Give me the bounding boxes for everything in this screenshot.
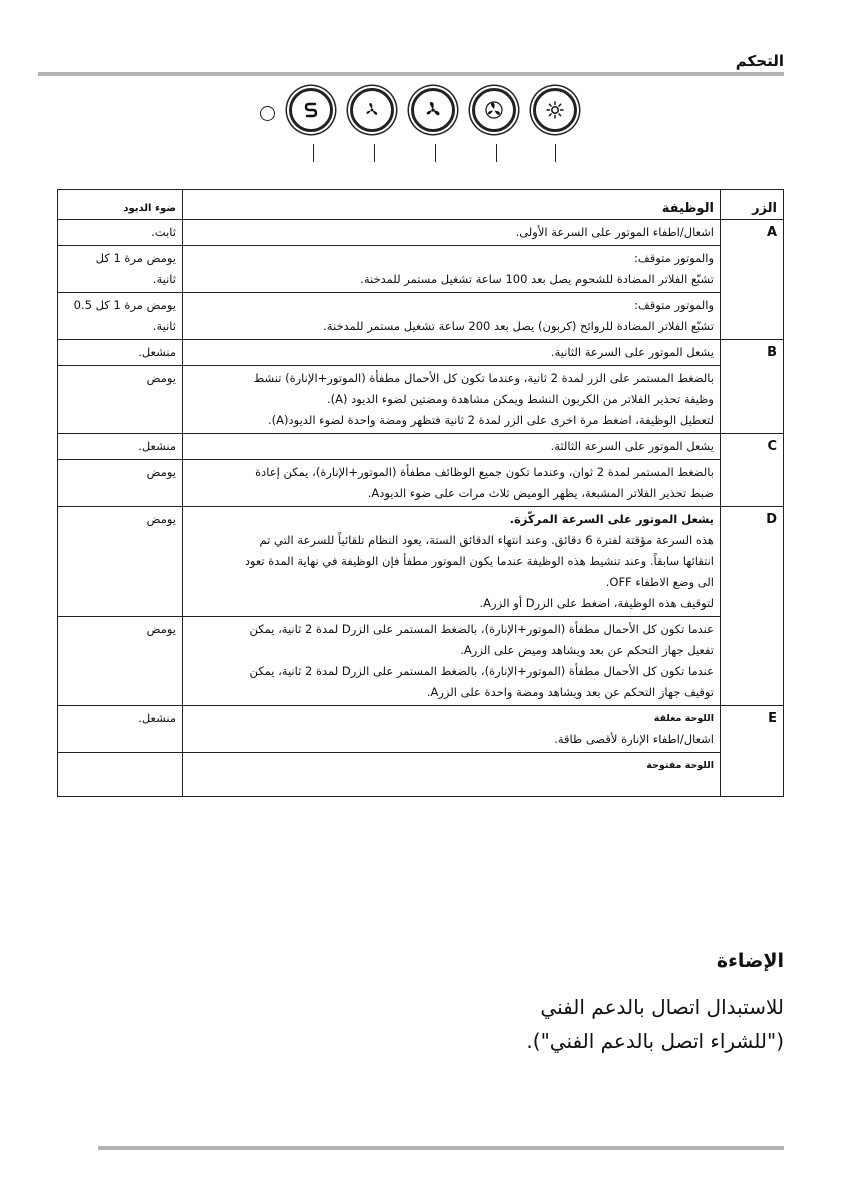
function-text: تشبّع الفلاتر المضادة للشحوم يصل بعد 100 ساعة تشغيل مستمر للمدخنة.: [360, 272, 714, 286]
function-cell: [183, 507, 721, 617]
function-text: والموتور متوقف:: [633, 298, 714, 312]
function-subheading: اللوحة مغلقة: [653, 713, 714, 724]
table-row: [58, 706, 784, 753]
fan-speed-2-button[interactable]: [411, 88, 455, 132]
callout-line: [435, 144, 436, 162]
button-key-a: A: [721, 220, 784, 340]
fan-speed-3-icon: [483, 99, 505, 121]
function-text: اشعال/اطفاء الإنارة لأقصى طاقة.: [554, 732, 714, 746]
function-cell: [183, 220, 721, 246]
function-text: وظيفة تحذير الفلاتر من الكربون النشط ويمكن مشاهدة ومضتين لضوء الديود (A).: [326, 392, 714, 406]
table-row: [58, 366, 784, 434]
led-cell: يومض: [58, 507, 183, 617]
table-row: [58, 220, 784, 246]
bottom-divider: [98, 1146, 784, 1150]
button-key-b: B: [721, 340, 784, 434]
led-cell: منشعل.: [58, 340, 183, 366]
function-text: بالضغط المستمر على الزر لمدة 2 ثانية، وعندما تكون كل الأحمال مطفأة (الموتور+الإنارة) تنشط: [253, 371, 714, 385]
fan-speed-3-button[interactable]: [472, 88, 516, 132]
function-text: بالضغط المستمر لمدة 2 ثوان، وعندما تكون جميع الوظائف مطفأة (الموتور+الإنارة)، يمكن إعادة: [255, 465, 714, 479]
button-key-e: E: [721, 706, 784, 797]
function-text: توقيف جهاز التحكم عن بعد ويشاهد ومضة واحدة على الزرA.: [426, 685, 714, 699]
light-button[interactable]: [533, 88, 577, 132]
paragraph-line: للاستبدال اتصال بالدعم الفني: [540, 995, 784, 1019]
lighting-paragraph: [364, 990, 784, 1058]
function-table: [57, 189, 784, 797]
table-row: [58, 246, 784, 293]
light-icon: [544, 99, 566, 121]
fan-speed-1-button[interactable]: [350, 88, 394, 132]
button-key-c: C: [721, 434, 784, 507]
led-cell: [58, 246, 183, 293]
header-button: الزر: [721, 190, 784, 220]
function-cell: [183, 753, 721, 797]
fan-speed-boost-icon: [300, 99, 322, 121]
function-subheading: اللوحة مفتوحة: [646, 760, 714, 771]
led-cell: [58, 753, 183, 797]
function-text: هذه السرعة مؤقتة لفترة 6 دقائق. وعند انتهاء الدقائق الستة، يعود النظام تلقائياً للسرعة التي تم: [259, 533, 714, 547]
led-cell: يومض: [58, 366, 183, 434]
table-row: [58, 340, 784, 366]
callout-line: [313, 144, 314, 162]
led-text: يومض مرة 1 كل 0.5: [73, 298, 176, 312]
led-cell: منشعل.: [58, 434, 183, 460]
led-cell: يومض: [58, 617, 183, 706]
function-text: والموتور متوقف:: [633, 251, 714, 265]
led-cell: [58, 293, 183, 340]
fan-speed-1-icon: [361, 99, 383, 121]
table-row: [58, 617, 784, 706]
table-row: [58, 753, 784, 797]
function-cell: [183, 617, 721, 706]
page-title: التحكم: [735, 52, 784, 70]
paragraph-line: ("للشراء اتصل بالدعم الفني").: [526, 1029, 784, 1053]
table-row: [58, 434, 784, 460]
function-text: انتقائها سابقاً. وعند تنشيط هذه الوظيفة عندما يكون الموتور مطفأ فإن الوظيفة في نهاية المدة تعود: [244, 554, 714, 568]
function-cell: [183, 434, 721, 460]
function-text: يشعل الموتور على السرعة المركّزة.: [509, 512, 714, 526]
control-panel-illustration: [250, 86, 590, 166]
function-cell: [183, 293, 721, 340]
function-cell: [183, 340, 721, 366]
function-text: يشعل الموتور على السرعة الثالثة.: [550, 439, 714, 453]
function-text: عندما تكون كل الأحمال مطفأة (الموتور+الإنارة)، بالضغط المستمر على الزرD لمدة 2 ثانية، يمكن: [249, 622, 714, 636]
led-indicator: [260, 106, 275, 121]
fan-speed-2-icon: [422, 99, 444, 121]
table-row: [58, 293, 784, 340]
function-text: يشعل الموتور على السرعة الثانية.: [550, 345, 714, 359]
led-cell: يومض: [58, 460, 183, 507]
led-text: يومض مرة 1 كل: [95, 251, 176, 265]
function-cell: [183, 460, 721, 507]
function-text: ضبط تحذير الفلاتر المشبعة، يظهر الوميض ثلاث مرات على ضوء الديودA.: [367, 486, 714, 500]
led-cell: منشعل.: [58, 706, 183, 753]
function-text: عندما تكون كل الأحمال مطفأة (الموتور+الإنارة)، بالضغط المستمر على الزرD لمدة 2 ثانية، يمكن: [249, 664, 714, 678]
callout-line: [496, 144, 497, 162]
function-cell: [183, 246, 721, 293]
button-key-d: D: [721, 507, 784, 706]
led-text: ثانية.: [152, 319, 176, 333]
table-header-row: [58, 190, 784, 220]
top-divider: [38, 72, 784, 76]
function-text: اشعال/اطفاء الموتور على السرعة الأولى.: [515, 225, 714, 239]
callout-line: [555, 144, 556, 162]
function-cell: [183, 366, 721, 434]
table-row: [58, 460, 784, 507]
function-text: لتعطيل الوظيفة، اضغط مرة اخرى على الزر لمدة 2 ثانية فتظهر ومضة واحدة لضوء الديود(A).: [268, 413, 714, 427]
function-text: تشبّع الفلاتر المضادة للروائح (كربون) يصل بعد 200 ساعة تشغيل مستمر للمدخنة.: [323, 319, 714, 333]
function-text: تفعيل جهاز التحكم عن بعد ويشاهد وميض على الزرA.: [460, 643, 714, 657]
led-text: ثانية.: [152, 272, 176, 286]
function-text: الى وضع الاطفاء OFF.: [605, 575, 714, 589]
function-cell: [183, 706, 721, 753]
table-row: [58, 507, 784, 617]
callout-line: [374, 144, 375, 162]
section-title-lighting: الإضاءة: [716, 950, 784, 972]
fan-speed-boost-button[interactable]: [289, 88, 333, 132]
led-cell: ثابت.: [58, 220, 183, 246]
header-led: ضوء الديود: [58, 190, 183, 220]
function-text: لتوقيف هذه الوظيفة، اضغط على الزرD أو الزرA.: [479, 596, 714, 610]
header-function: الوظيفة: [183, 190, 721, 220]
